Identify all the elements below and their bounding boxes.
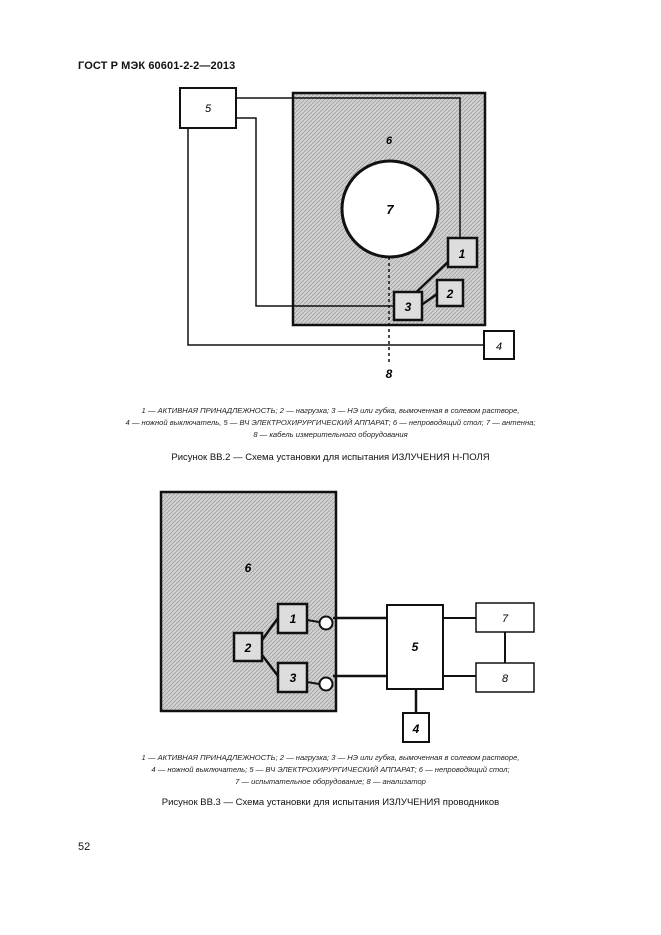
figure-bb2-legend xyxy=(60,405,601,441)
document-header: ГОСТ Р МЭК 60601-2-2—2013 xyxy=(78,60,236,72)
label-6: 6 xyxy=(385,135,393,147)
label-2: 2 xyxy=(446,287,454,301)
legend-line: 1 — АКТИВНАЯ ПРИНАДЛЕЖНОСТЬ; 2 — нагрузка; 3 — НЭ или губка, вымоченная в солевом растворе, xyxy=(141,406,520,415)
label-4: 4 xyxy=(495,341,503,353)
figure-bb3-caption: Рисунок ВВ.3 — Схема установки для испытания ИЗЛУЧЕНИЯ проводников xyxy=(161,797,500,808)
nonconductive-table xyxy=(161,492,336,711)
label-5: 5 xyxy=(204,103,212,115)
legend-line: 4 — ножной выключатель, 5 — ВЧ ЭЛЕКТРОХИРУРГИЧЕСКИЙ АППАРАТ; 6 — непроводящий стол; 7 — антенна; xyxy=(125,418,536,427)
figure-bb3-diagram xyxy=(161,492,534,742)
label-2: 2 xyxy=(244,641,252,655)
page-number: 52 xyxy=(78,841,91,853)
label-3: 3 xyxy=(289,671,297,685)
label-7: 7 xyxy=(501,613,509,625)
figure-bb2-caption: Рисунок ВВ.2 — Схема установки для испытания ИЗЛУЧЕНИЯ H-ПОЛЯ xyxy=(171,452,490,463)
label-1: 1 xyxy=(458,247,466,261)
label-5: 5 xyxy=(411,640,419,654)
current-probe-upper xyxy=(320,617,333,630)
label-4: 4 xyxy=(412,722,420,736)
legend-line: 7 — испытательное оборудование; 8 — анализатор xyxy=(235,777,426,786)
label-8: 8 xyxy=(385,367,393,381)
label-8: 8 xyxy=(501,673,509,685)
legend-line: 8 — кабель измерительного оборудования xyxy=(253,430,408,439)
figure-bb2-diagram xyxy=(180,88,514,381)
label-6: 6 xyxy=(244,561,252,575)
figure-bb3-legend xyxy=(60,752,601,788)
label-7: 7 xyxy=(386,202,394,217)
label-1: 1 xyxy=(289,612,297,626)
legend-line: 1 — АКТИВНАЯ ПРИНАДЛЕЖНОСТЬ; 2 — нагрузка; 3 — НЭ или губка, вымоченная в солевом растворе, xyxy=(141,753,520,762)
label-3: 3 xyxy=(404,300,412,314)
current-probe-lower xyxy=(320,678,333,691)
legend-line: 4 — ножной выключатель; 5 — ВЧ ЭЛЕКТРОХИРУРГИЧЕСКИЙ АППАРАТ; 6 — непроводящий стол; xyxy=(151,765,510,774)
